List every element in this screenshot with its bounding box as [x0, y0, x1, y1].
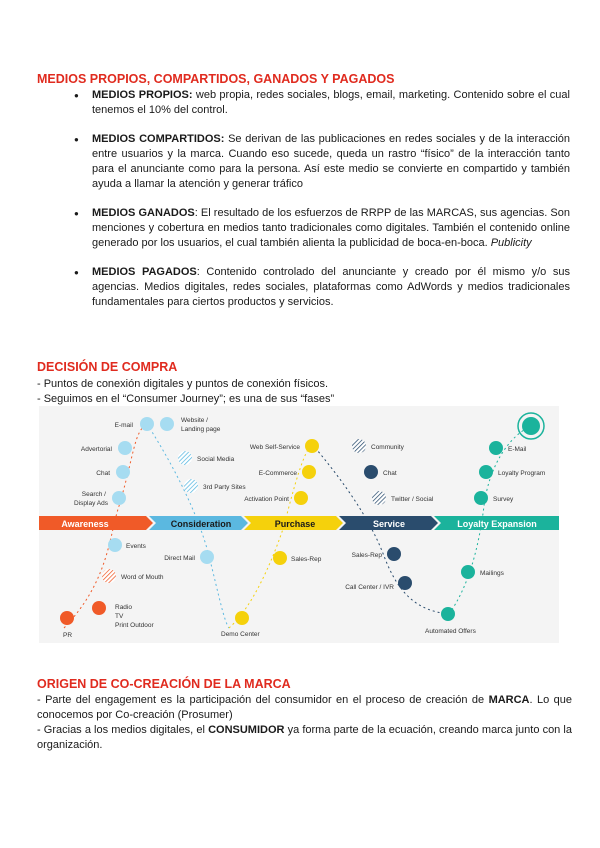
label-twitter-social: Twitter / Social [391, 496, 434, 503]
touchpoint-call-center [398, 576, 412, 590]
label-tv: TV [115, 613, 124, 620]
section-title-cocreacion: ORIGEN DE CO-CREACIÓN DE LA MARCA [37, 677, 291, 691]
touchpoint-sales-rep-service [387, 547, 401, 561]
touchpoint-ecommerce [302, 465, 316, 479]
section-title-decision: DECISIÓN DE COMPRA [37, 360, 178, 374]
touchpoint-pr [60, 611, 74, 625]
label-chat-service: Chat [383, 470, 397, 477]
label-sales-rep-service: Sales-Rep [351, 552, 382, 559]
list-item-medios-pagados: ● MEDIOS PAGADOS: Contenido controlado del anunciante y creado por él mismo y/o sus agencias. Medios digitales, redes sociales, plataformas como AdWords y medios tradicionales fundamentales para ciertos productos y servicios. [92, 265, 570, 310]
touchpoint-chat-service [364, 465, 378, 479]
label-automated-offers: Automated Offers [425, 628, 476, 635]
touchpoint-sales-rep [273, 551, 287, 565]
stage-label-purchase: Purchase [274, 519, 316, 529]
touchpoint-web-self-service [305, 439, 319, 453]
label-display-ads: Display Ads [74, 500, 108, 507]
stage-label-service: Service [372, 519, 406, 529]
touchpoint-loyalty-program [479, 465, 493, 479]
label-word-of-mouth: Word of Mouth [121, 574, 164, 581]
label-loyalty-program: Loyalty Program [498, 470, 546, 477]
stage-banner [39, 516, 559, 530]
stage-label-consideration: Consideration [170, 519, 232, 529]
touchpoint-website [160, 417, 174, 431]
touchpoint-demo-center [235, 611, 249, 625]
touchpoint-search [112, 491, 126, 505]
touchpoint-survey [474, 491, 488, 505]
label-events: Events [126, 543, 146, 550]
label-direct-mail: Direct Mail [164, 555, 195, 562]
touchpoint-social-media [178, 451, 192, 465]
touchpoint-word-of-mouth [102, 569, 116, 583]
touchpoint-activation-point [294, 491, 308, 505]
touchpoint-email2 [489, 441, 503, 455]
list-item-medios-propios: ● MEDIOS PROPIOS: web propia, redes sociales, blogs, email, marketing. Contenido sobre el cual tenemos el 10% del control. [92, 88, 570, 118]
consumer-journey-diagram [39, 406, 559, 643]
touchpoint-community [352, 439, 366, 453]
section-title-medios: MEDIOS PROPIOS, COMPARTIDOS, GANADOS Y PAGADOS [37, 72, 395, 86]
list-item-medios-compartidos: ● MEDIOS COMPARTIDOS: Se derivan de las publicaciones en redes sociales y de la interacción entre usuarios y la marca. Cuando eso sucede, queda un rastro “físico” de la interacción tanto para el anunciante como para la persona. Así este medio se convierte en compartido y también ayuda a llamar la atención y generar tráfico [92, 132, 570, 192]
stage-label-loyalty: Loyalty Expansion [457, 519, 537, 529]
cocreacion-paragraph-2: - Gracias a los medios digitales, el CONSUMIDOR ya forma parte de la ecuación, creando marca junto con la organización. [37, 724, 572, 751]
touchpoint-email [140, 417, 154, 431]
touchpoint-radio-tv [92, 601, 106, 615]
label-website: Website / [181, 417, 208, 424]
decision-line-2: - Seguimos en el “Consumer Journey”; es una de sus “fases” [37, 393, 335, 405]
touchpoint-direct-mail [200, 550, 214, 564]
list-item-medios-ganados: ● MEDIOS GANADOS: El resultado de los esfuerzos de RRPP de las MARCAS, sus agencias. Son menciones y cobertura en medios tanto tradicionales como digitales. También el contenido online generado por los usuarios, el cual también alienta la publicidad de boca-en-boca. Publicity [92, 206, 570, 251]
label-print-outdoor: Print Outdoor [115, 622, 154, 629]
label-email2: E-Mail [508, 446, 527, 453]
label-web-self-service: Web Self-Service [249, 444, 300, 451]
label-search: Search / [81, 491, 106, 498]
label-mailings: Mailings [480, 570, 504, 577]
touchpoint-advertorial [118, 441, 132, 455]
label-community: Community [371, 444, 404, 451]
decision-line-1: - Puntos de conexión digitales y puntos de conexión físicos. [37, 378, 329, 390]
label-advertorial: Advertorial [80, 446, 112, 453]
label-radio: Radio [115, 604, 132, 611]
label-call-center: Call Center / IVR [345, 584, 394, 591]
label-sales-rep: Sales-Rep [291, 556, 322, 563]
touchpoint-automated-offers [441, 607, 455, 621]
touchpoint-chat [116, 465, 130, 479]
label-activation-point: Activation Point [244, 496, 289, 503]
label-demo-center: Demo Center [221, 631, 260, 638]
touchpoint-3rd-party [184, 479, 198, 493]
touchpoint-twitter [372, 491, 386, 505]
stage-label-awareness: Awareness [61, 519, 109, 529]
label-ecommerce: E-Commerce [258, 470, 297, 477]
label-chat: Chat [96, 470, 110, 477]
label-email: E-mail [114, 422, 133, 429]
label-social-media: Social Media [197, 456, 235, 463]
label-survey: Survey [493, 496, 514, 503]
medios-list [92, 88, 570, 324]
label-pr: PR [63, 632, 73, 639]
touchpoint-events [108, 538, 122, 552]
cocreacion-paragraph-1: - Parte del engagement es la participación del consumidor en el proceso de creación de MARCA. Lo que conocemos por Co-creación (Prosumer) [37, 694, 573, 721]
label-3rd-party: 3rd Party Sites [203, 484, 246, 491]
label-landing-page: Landing page [181, 426, 221, 433]
touchpoint-email-loyalty [522, 417, 540, 435]
touchpoint-mailings [461, 565, 475, 579]
